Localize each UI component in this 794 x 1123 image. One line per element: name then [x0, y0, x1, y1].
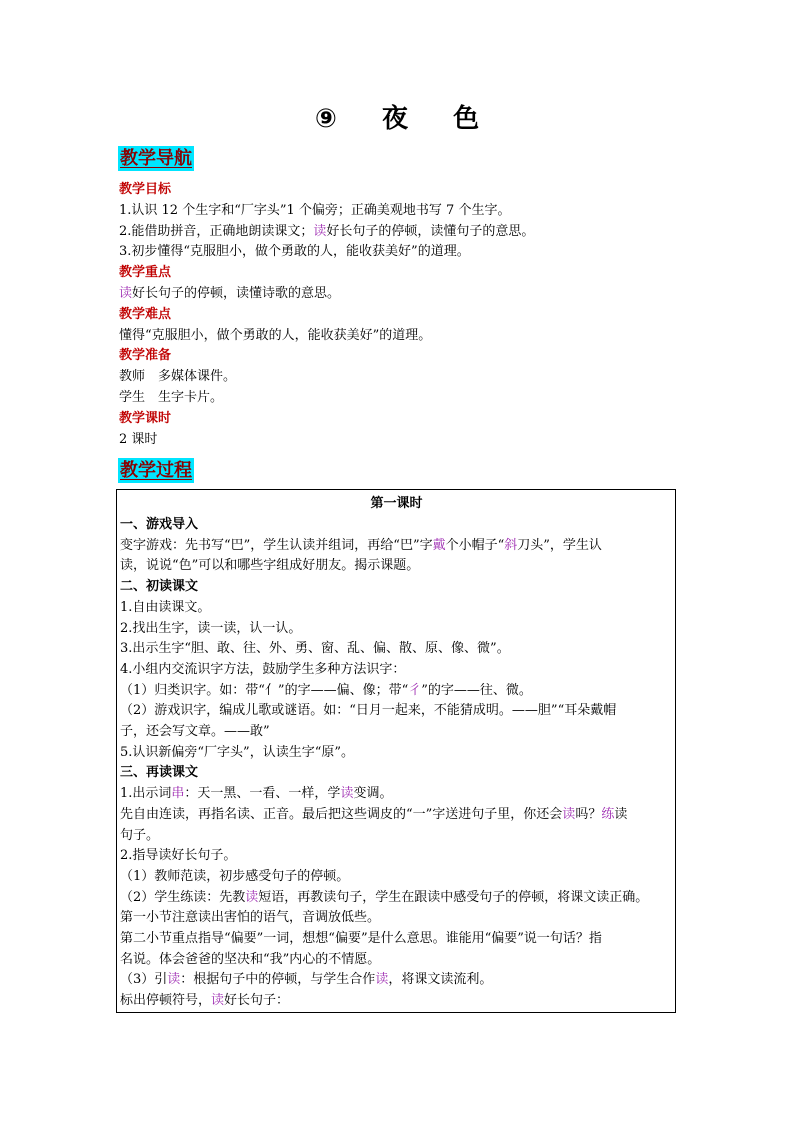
section-2-line-4: 4.小组内交流识字方法，鼓励学生多种方法识字：: [120, 661, 406, 677]
section-3-line-5: （1）教师范读，初步感受句子的停顿。: [120, 868, 350, 884]
preparation-heading: 教学准备: [119, 348, 172, 364]
title-char-1: 夜: [381, 104, 408, 134]
section-2-line-1: 1.自由读课文。: [120, 599, 211, 615]
section-2-line-2: 2.找出生字，读一读，认一认。: [120, 620, 302, 636]
objective-1: 1.认识 12 个生字和“厂字头”1 个偏旁；正确美观地书写 7 个生字。: [119, 202, 511, 218]
section-1-line-1: 变字游戏：先书写“巴”，学生认读并组词，再给“巴”字戴个小帽子“斜刀头”，学生认: [120, 537, 602, 553]
section-3-line-9: 名说。体会爸爸的坚决和“我”内心的不情愿。: [120, 951, 381, 967]
section-3-line-10: （3）引读：根据句子中的停顿，与学生合作读，将课文读流利。: [120, 972, 493, 988]
objective-3: 3.初步懂得“克服胆小，做个勇敢的人，能收获美好”的道理。: [119, 244, 470, 260]
objectives-heading: 教学目标: [119, 182, 172, 197]
difficulties-text: 懂得“克服胆小，做个勇敢的人，能收获美好”的道理。: [119, 327, 432, 343]
section-3-heading: 三、再读课文: [120, 765, 199, 781]
preparation-teacher: 教师 多媒体课件。: [119, 369, 237, 385]
guide-content: [119, 180, 679, 450]
lesson-number: ⑨: [314, 104, 337, 134]
lesson-period-title: 第一课时: [370, 496, 423, 511]
section-2-line-5: （1）归类识字。如：带“亻”的字——偏、像；带“彳”的字——往、微。: [120, 682, 532, 698]
section-3-line-8: 第二小节重点指导“偏要”一词，想想“偏要”是什么意思。谁能用“偏要”说一句话？指: [120, 931, 602, 947]
section-3-line-7: 第一小节注意读出害怕的语气，音调放低些。: [120, 910, 381, 926]
section-2-line-8: 5.认识新偏旁“厂字头”，认读生字“原”。: [120, 744, 354, 760]
difficulties-heading: 教学难点: [119, 306, 172, 322]
section-2-line-3: 3.出示生字“胆、敢、往、外、勇、窗、乱、偏、散、原、像、微”。: [120, 641, 510, 657]
section-3-line-4: 2.指导读好长句子。: [120, 848, 237, 864]
section-2-line-7: 子，还会写文章。——敢”: [120, 724, 270, 740]
section-3-line-3: 句子。: [120, 827, 160, 843]
teaching-process-banner: 教学过程: [120, 460, 192, 481]
section-1-heading: 一、游戏导入: [120, 517, 199, 532]
lesson-plan-table: [116, 489, 676, 1013]
lesson-title: [0, 98, 794, 135]
preparation-student: 学生 生字卡片。: [119, 389, 224, 405]
title-char-2: 色: [453, 104, 480, 134]
section-2-heading: 二、初读课文: [120, 579, 199, 595]
section-3-line-2: 先自由连读，再指名读、正音。最后把这些调皮的“一”字送进句子里，你还会读吗？练读: [120, 806, 628, 822]
key-points-heading: 教学重点: [119, 265, 172, 281]
teaching-guide-banner: 教学导航: [120, 148, 192, 169]
section-3-line-11: 标出停顿符号，读好长句子：: [120, 993, 290, 1009]
hours-text: 2 课时: [119, 431, 158, 447]
objective-2: 2.能借助拼音，正确地朗读课文；读好长句子的停顿，读懂句子的意思。: [119, 223, 535, 239]
section-3-line-1: 1.出示词串：天一黑、一看、一样，学读变调。: [120, 786, 393, 802]
hours-heading: 教学课时: [119, 410, 172, 426]
section-1-line-2: 读，说说“色”可以和哪些字组成好朋友。揭示课题。: [120, 558, 420, 574]
section-2-line-6: （2）游戏识字，编成儿歌或谜语。如：“日月一起来，不能猜成明。——胆”“耳朵戴帽: [120, 703, 617, 719]
key-points-text: 读好长句子的停顿，读懂诗歌的意思。: [119, 285, 341, 301]
section-3-line-6: （2）学生练读：先教读短语，再教读句子，学生在跟读中感受句子的停顿，将课文读正确。: [120, 889, 649, 905]
